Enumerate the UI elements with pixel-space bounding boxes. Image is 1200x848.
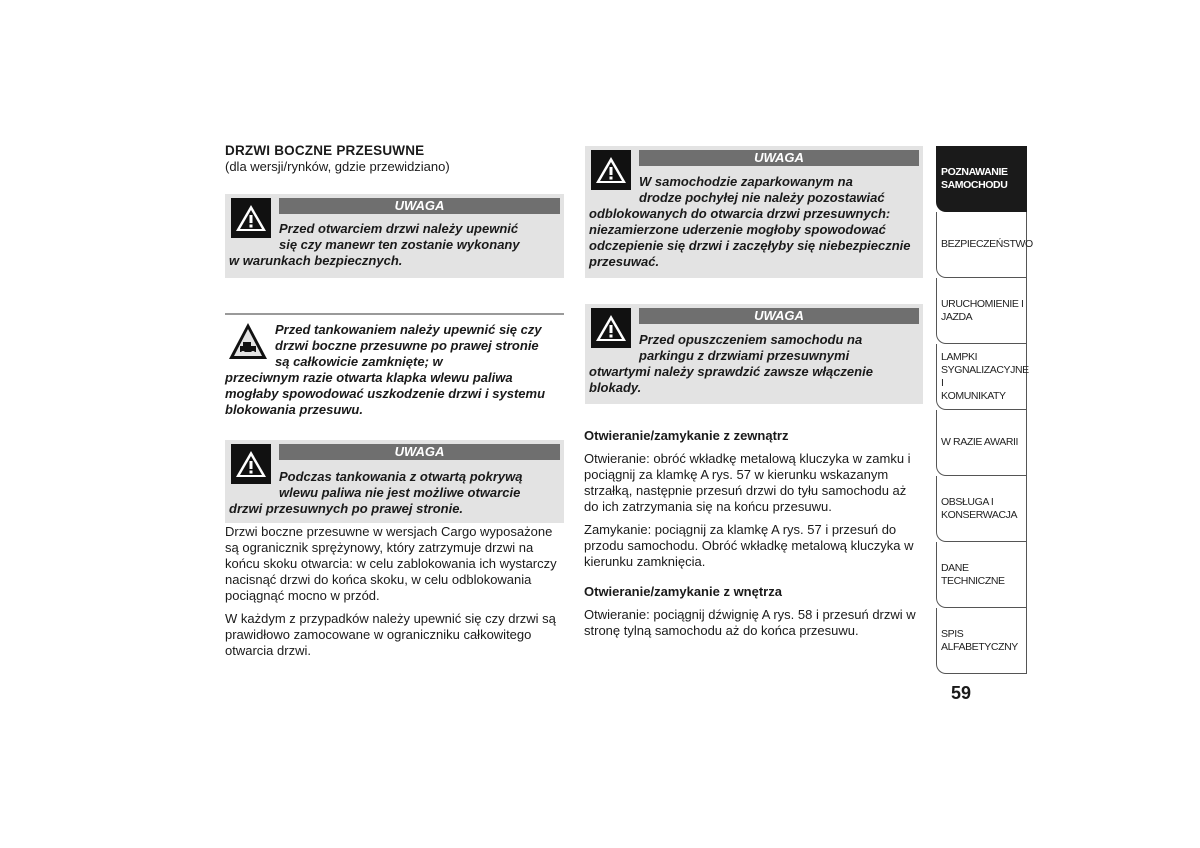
tab-label: SYGNALIZACYJNE I	[941, 363, 1029, 389]
tab-label: URUCHOMIENIE I	[941, 297, 1024, 310]
section-heading: Otwieranie/zamykanie z wnętrza	[584, 584, 782, 599]
warning-text-rest: w warunkach bezpiecznych.	[229, 253, 403, 268]
warning-label: UWAGA	[639, 150, 919, 166]
warning-text-rest: otwartymi należy sprawdzić zawsze włączenie blokady.	[589, 364, 873, 395]
warning-box-4	[585, 304, 923, 404]
left-body	[225, 524, 560, 666]
tab-obsluga-konserwacja[interactable]	[936, 476, 1027, 542]
tab-lampki[interactable]	[936, 344, 1027, 410]
tab-label: KOMUNIKATY	[941, 389, 1006, 402]
tab-label: OBSŁUGA I	[941, 495, 994, 508]
warning-label: UWAGA	[279, 444, 560, 460]
tab-label: DANE TECHNICZNE	[941, 561, 1005, 587]
tab-label: KONSERWACJA	[941, 508, 1018, 521]
fuel-icon	[227, 321, 269, 363]
warning-text-line: wlewu paliwa nie jest możliwe otwarcie	[279, 485, 521, 500]
page-number: 59	[951, 683, 972, 703]
tab-label: POZNAWANIE	[941, 165, 1008, 178]
left-column	[225, 143, 565, 174]
tab-dane-techniczne[interactable]	[936, 542, 1027, 608]
warning-text-line: W samochodzie zaparkowanym na	[639, 174, 853, 189]
tab-label: BEZPIECZEŃSTWO	[941, 238, 1033, 250]
warning-text-line: parkingu z drzwiami przesuwnymi	[639, 348, 850, 363]
warning-text-line: drodze pochyłej nie należy pozostawiać	[639, 190, 885, 205]
warning-box-2	[225, 440, 564, 523]
tab-label: SPIS ALFABETYCZNY	[941, 627, 1018, 653]
section-heading: Otwieranie/zamykanie z zewnątrz	[584, 428, 789, 443]
body-paragraph: Otwieranie: obróć wkładkę metalową kluczyka w zamku i pociągnij za klamkę A rys. 57 w kierunku wskazanym strzałką, następnie przesuń drzwi do tyłu samochodu aż do ich zatrzymania się na końcu przesuwu.	[584, 451, 911, 514]
warning-label: UWAGA	[279, 198, 560, 214]
body-paragraph: W każdym z przypadków należy upewnić się czy drzwi są prawidłowo zamocowane w ograniczniku całkowitego otwarcia drzwi.	[225, 611, 556, 658]
fuel-note-text-rest: przeciwnym razie otwarta klapka wlewu paliwa mogłaby spowodować uszkodzenie drzwi i systemu blokowania przesuwu.	[225, 370, 546, 417]
warning-text-line: się czy manewr ten zostanie wykonany	[279, 237, 520, 252]
warning-text-line: Podczas tankowania z otwartą pokrywą	[279, 469, 523, 484]
body-paragraph: Otwieranie: pociągnij dźwignię A rys. 58 i przesuń drzwi w stronę tylną samochodu aż do końca przesuwu.	[584, 607, 916, 638]
tab-w-razie-awarii[interactable]	[936, 410, 1027, 476]
tab-label: LAMPKI	[941, 350, 978, 363]
right-body	[584, 428, 916, 646]
section-title: DRZWI BOCZNE PRZESUWNE	[225, 143, 425, 158]
tab-label: W RAZIE AWARII	[941, 436, 1019, 448]
warning-text-rest: drzwi przesuwnych po prawej stronie.	[229, 501, 464, 516]
warning-text-rest: odblokowanych do otwarcia drzwi przesuwnych: niezamierzone uderzenie mogłoby spowodować odczepienie się drzwi i zaczęłyby się niebezpiecznie przesuwać.	[589, 206, 911, 269]
tab-poznawanie-samochodu[interactable]	[936, 146, 1027, 212]
fuel-note-box	[225, 313, 564, 421]
tab-label: JAZDA	[941, 310, 973, 323]
body-paragraph: Drzwi boczne przesuwne w wersjach Cargo wyposażone są ogranicznik sprężynowy, który zatrzymuje drzwi na końcu skoku otwarcia: w celu zablokowania ich wystarczy nacisnąć drzwi do końca skoku, w celu odblokowania pociągnąć mocno w przód.	[225, 524, 557, 603]
section-subtitle: (dla wersji/rynków, gdzie przewidziano)	[225, 159, 450, 174]
warning-label: UWAGA	[639, 308, 919, 324]
tab-bezpieczenstwo[interactable]	[936, 212, 1033, 278]
warning-text-line: Przed opuszczeniem samochodu na	[639, 332, 863, 347]
fuel-note-text-top: Przed tankowaniem należy upewnić się czy drzwi boczne przesuwne po prawej stronie są całkowicie zamknięte; w	[275, 322, 542, 369]
tab-spis-alfabetyczny[interactable]	[936, 608, 1027, 674]
body-paragraph: Zamykanie: pociągnij za klamkę A rys. 57 i przesuń do przodu samochodu. Obróć wkładkę metalową kluczyka w kierunku zamknięcia.	[584, 522, 914, 569]
chapter-tabs	[936, 146, 1033, 674]
warning-text-line: Przed otwarciem drzwi należy upewnić	[279, 221, 519, 236]
tab-label: SAMOCHODU	[941, 178, 1008, 191]
warning-box-3	[585, 146, 923, 278]
warning-box-1	[225, 194, 564, 278]
tab-uruchomienie-jazda[interactable]	[936, 278, 1027, 344]
